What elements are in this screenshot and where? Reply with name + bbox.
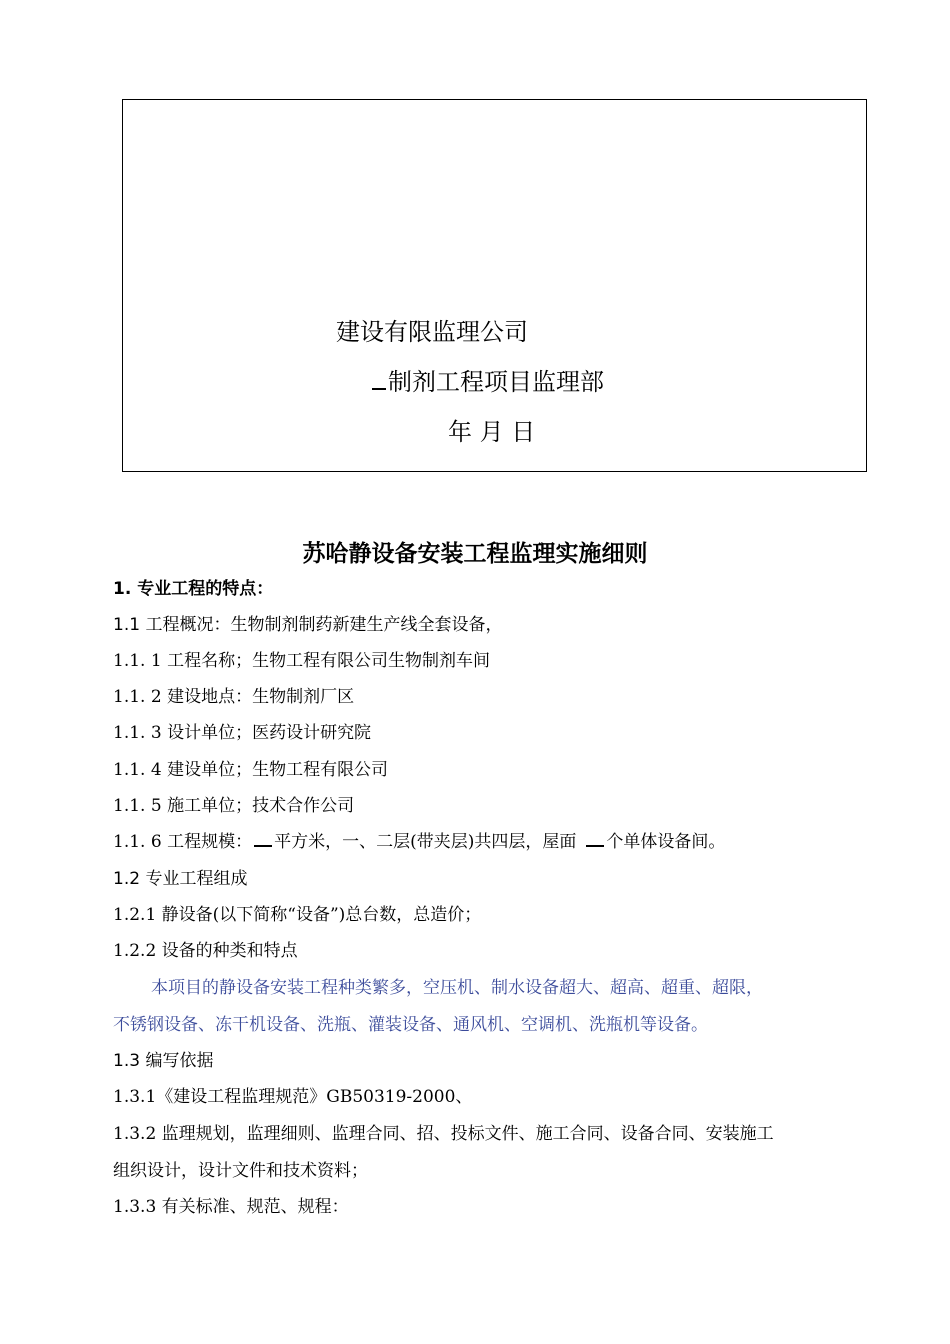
section-1-1-heading: 1.1 工程概况：生物制剂制药新建生产线全套设备， — [113, 615, 503, 635]
item-1-3-3: 1.3.3 有关标准、规范、规程： — [113, 1197, 349, 1217]
item-1-1-4: 1.1. 4 建设单位；生物工程有限公司 — [113, 760, 389, 780]
item-1-1-2: 1.1. 2 建设地点：生物制剂厂区 — [113, 687, 355, 707]
item-1-3-2-line-1: 1.3.2 监理规划，监理细则、监理合同、招、投标文件、施工合同、设备合同、安装施工 — [113, 1124, 774, 1144]
paragraph-line-1: 本项目的静设备安装工程种类繁多，空压机、制水设备超大、超高、超重、超限， — [151, 978, 763, 998]
section-1-2-heading: 1.2 专业工程组成 — [113, 869, 248, 889]
document-title: 苏哈静设备安装工程监理实施细则 — [302, 541, 648, 567]
item-1-2-1: 1.2.1 静设备(以下简称“设备”)总台数，总造价； — [113, 905, 482, 925]
section-1-3-heading: 1.3 编写依据 — [113, 1051, 214, 1071]
item-1-1-1: 1.1. 1 工程名称；生物工程有限公司生物制剂车间 — [113, 651, 491, 671]
item-1-1-5: 1.1. 5 施工单位；技术合作公司 — [113, 796, 355, 816]
cover-company: 建设有限监理公司 — [336, 318, 528, 346]
item-1-1-6-end: 个单体设备间。 — [606, 832, 726, 852]
area-blank — [254, 831, 272, 847]
item-1-1-6-label: 1.1. 6 工程规模： — [113, 832, 253, 852]
section-1-heading: 1. 专业工程的特点： — [113, 579, 274, 599]
paragraph-line-2: 不锈钢设备、冻干机设备、洗瓶、灌装设备、通风机、空调机、洗瓶机等设备。 — [113, 1015, 708, 1035]
department-blank — [372, 372, 386, 390]
cover-department — [372, 362, 604, 397]
item-1-1-6-middle: 平方米，一、二层(带夹层)共四层，屋面 — [274, 832, 577, 852]
cover-date: 年 月 日 — [448, 418, 536, 446]
item-1-1-3: 1.1. 3 设计单位；医药设计研究院 — [113, 723, 372, 743]
item-1-1-6 — [113, 830, 725, 854]
item-1-3-1: 1.3.1《建设工程监理规范》GB50319-2000、 — [113, 1087, 473, 1107]
item-1-3-2-line-2: 组织设计，设计文件和技术资料； — [113, 1161, 368, 1181]
count-blank — [586, 831, 604, 847]
cover-department-text: 制剂工程项目监理部 — [388, 368, 604, 396]
item-1-2-2: 1.2.2 设备的种类和特点 — [113, 941, 298, 961]
